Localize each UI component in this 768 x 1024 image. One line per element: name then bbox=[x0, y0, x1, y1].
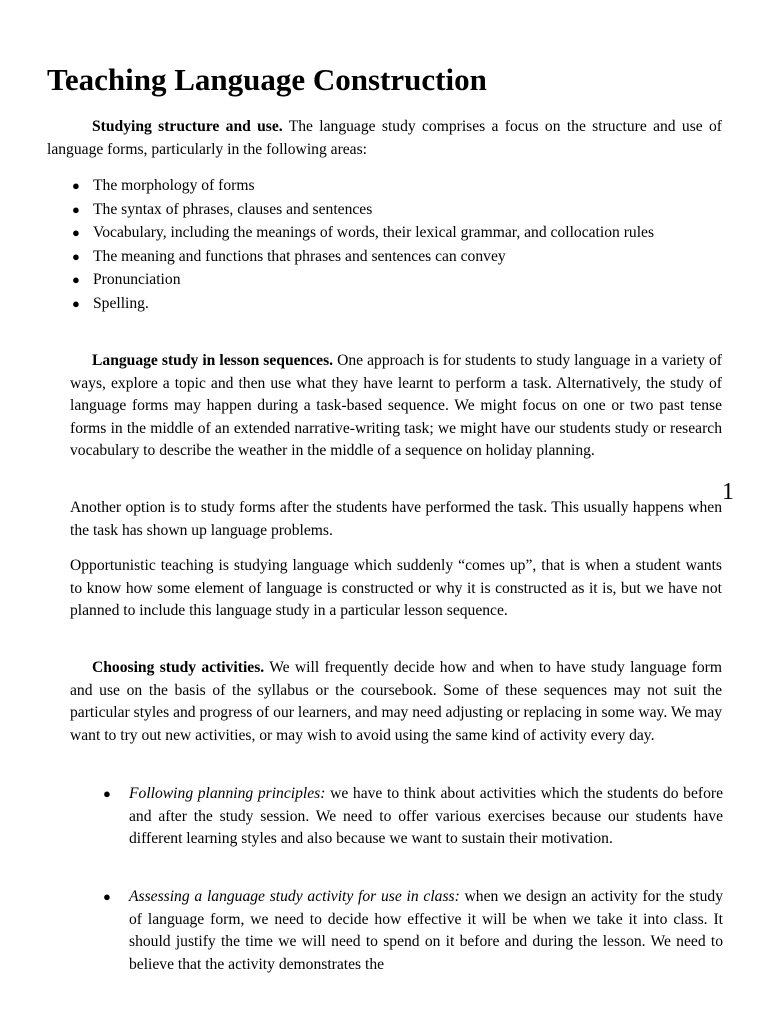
list-item-lead: Assessing a language study activity for use in class: bbox=[129, 888, 460, 905]
bullet-icon: ● bbox=[72, 201, 80, 217]
list-item: ● The syntax of phrases, clauses and sentences bbox=[47, 198, 723, 222]
bullet-icon: ● bbox=[72, 272, 80, 287]
list-item: ● Pronunciation bbox=[47, 268, 723, 292]
page-number: 1 bbox=[722, 479, 734, 505]
bullet-icon: ● bbox=[72, 295, 80, 311]
paragraph-text: The language study comprises a focus on the structure and use of language forms, particularly in the following areas: bbox=[47, 118, 722, 158]
paragraph-structure-and-use bbox=[47, 116, 722, 161]
page-title: Teaching Language Construction bbox=[47, 62, 487, 97]
list-item-text: when we design an activity for the study of language form, we need to decide how effective it will be when we take it into class. It should justify the time we will need to spend on it before and during the lesson. We need to believe that the activity demonstrates the bbox=[129, 888, 723, 973]
bullet-icon: ● bbox=[72, 248, 80, 264]
focus-areas-list bbox=[47, 174, 723, 315]
paragraph-opportunistic-teaching: Opportunistic teaching is studying language which suddenly “comes up”, that is when a student wants to know how some element of language is constructed or why it is constructed as it is, but we have not planned to include this language study in a particular lesson sequence. bbox=[70, 557, 722, 619]
paragraph-lead: Choosing study activities. bbox=[92, 659, 265, 676]
paragraph-choosing-activities bbox=[70, 657, 722, 747]
list-item: ● Spelling. bbox=[47, 292, 723, 316]
paragraph-text: One approach is for students to study language in a variety of ways, explore a topic and then use what they have learnt to perform a task. Alternatively, the study of language forms may happen during a task-based sequence. We might focus on one or two past tense forms in the middle of an extended narrative-writing task; we might have our students study or research vocabulary to describe the weather in the middle of a sequence on holiday planning. bbox=[70, 352, 722, 459]
list-item-text: we have to think about activities which the students do before and after the study session. We need to offer various exercises because our students have different learning styles and also because we want to sustain their motivation. bbox=[129, 785, 723, 847]
activity-assessment-list bbox=[82, 886, 723, 976]
list-item: ● The meaning and functions that phrases and sentences can convey bbox=[47, 245, 723, 269]
list-item-lead: Following planning principles: bbox=[129, 785, 326, 802]
paragraph-lead: Studying structure and use. bbox=[92, 118, 283, 135]
paragraph-lead: Language study in lesson sequences. bbox=[92, 352, 334, 369]
list-item: ● Vocabulary, including the meanings of words, their lexical grammar, and collocation rules bbox=[47, 221, 723, 245]
bullet-icon: ● bbox=[72, 178, 80, 193]
bullet-icon: ● bbox=[103, 889, 111, 904]
paragraph-lesson-sequences bbox=[70, 350, 722, 463]
list-item bbox=[82, 783, 723, 851]
activity-principles-list bbox=[82, 783, 723, 851]
bullet-icon: ● bbox=[72, 225, 80, 240]
list-item: ● The morphology of forms bbox=[47, 174, 723, 198]
paragraph-text: We will frequently decide how and when to have study language form and use on the basis of the syllabus or the coursebook. Some of these sequences may not suit the particular styles and progress of our learners, and may need adjusting or replacing in some way. We may want to try out new activities, or may wish to avoid using the same kind of activity every day. bbox=[70, 659, 722, 744]
bullet-icon: ● bbox=[103, 786, 111, 801]
paragraph-another-option: Another option is to study forms after the students have performed the task. This usually happens when the task has shown up language problems. bbox=[70, 499, 722, 539]
list-item bbox=[82, 886, 723, 976]
